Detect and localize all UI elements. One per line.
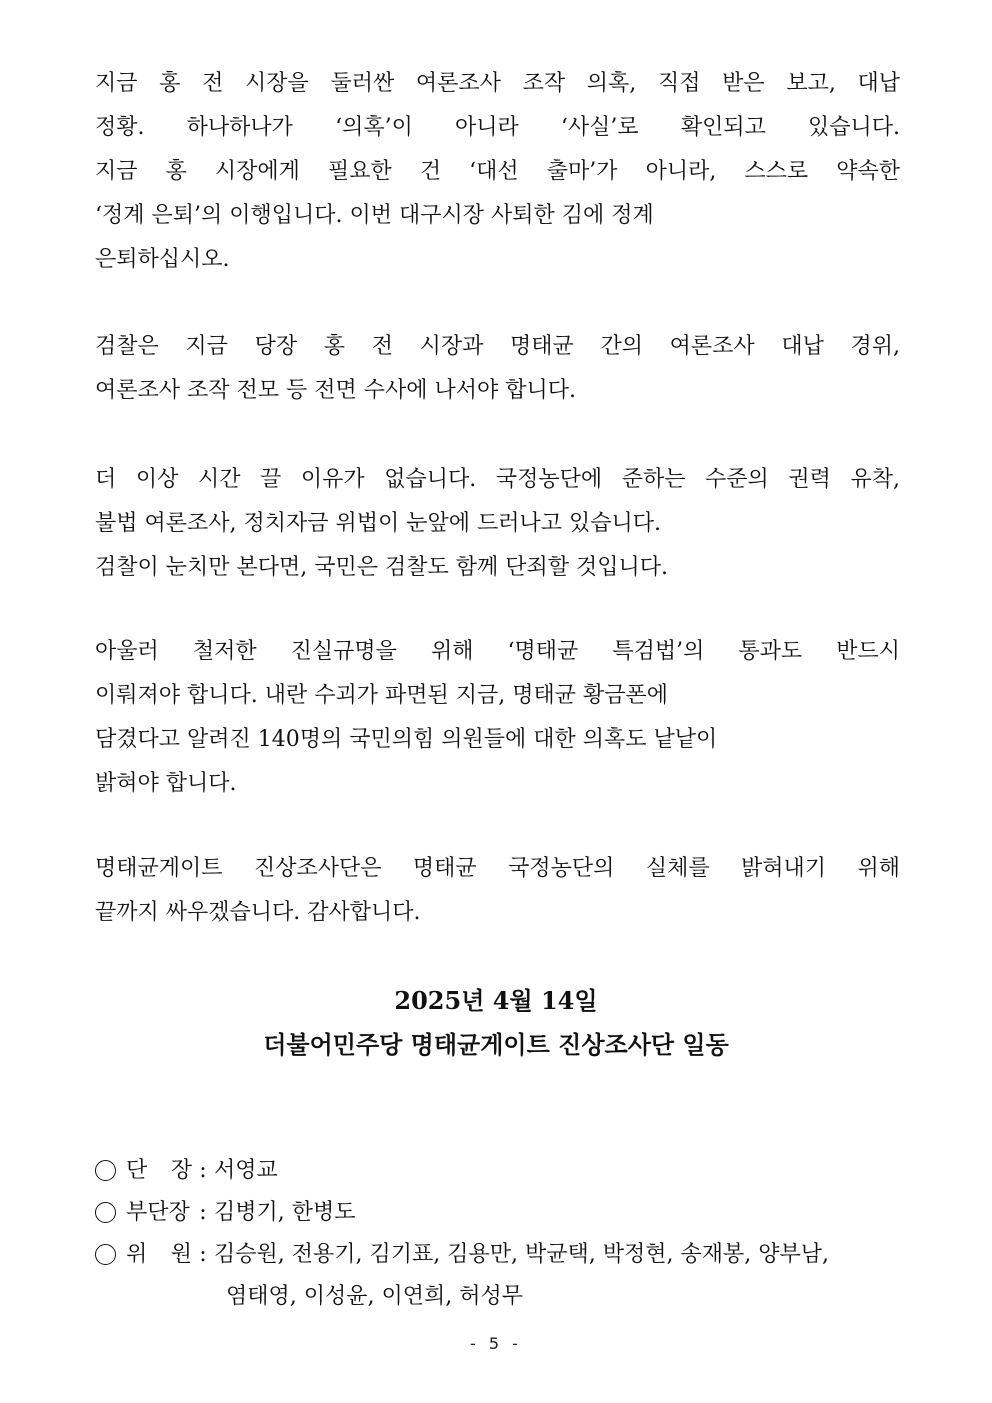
- circle-bullet-icon: [95, 1160, 116, 1181]
- member-row-leader: [95, 1150, 900, 1192]
- paragraph-line: ‘정계 은퇴’의 이행입니다. 이번 대구시장 사퇴한 김에 정계: [95, 203, 654, 228]
- member-names: 김승원, 전용기, 김기표, 김용만, 박균택, 박정현, 송재봉, 양부남,: [214, 1242, 829, 1267]
- paragraph-line: 검찰이 눈치만 본다면, 국민은 검찰도 함께 단죄할 것입니다.: [95, 555, 668, 580]
- paragraph-line: 지금 홍 시장에게 필요한 건 ‘대선 출마’가 아니라, 스스로 약속한: [95, 159, 900, 184]
- paragraph-line: 지금 홍 전 시장을 둘러싼 여론조사 조작 의혹, 직접 받은 보고, 대납: [95, 71, 900, 96]
- member-role: 단 장: [126, 1158, 192, 1183]
- paragraph-line: 이뤄져야 합니다. 내란 수괴가 파면된 지금, 명태균 황금폰에: [95, 683, 668, 708]
- paragraph-prosecution-demand: [95, 325, 900, 413]
- paragraph-line: 더 이상 시간 끌 이유가 없습니다. 국정농단에 준하는 수준의 권력 유착,: [95, 467, 900, 492]
- member-colon: :: [199, 1200, 207, 1225]
- paragraph-line: 밝혀야 합니다.: [95, 771, 237, 796]
- paragraph-line: 정황. 하나하나가 ‘의혹’이 아니라 ‘사실’로 확인되고 있습니다.: [95, 115, 900, 140]
- paragraph-closing: [95, 847, 900, 935]
- member-role: 부단장: [126, 1200, 190, 1225]
- page-number: - 5 -: [470, 1334, 522, 1353]
- member-names: 염태영, 이성윤, 이연희, 허성무: [226, 1284, 523, 1309]
- paragraph-line: 여론조사 조작 전모 등 전면 수사에 나서야 합니다.: [95, 378, 576, 403]
- member-colon: :: [199, 1158, 207, 1183]
- paragraph-line: 검찰은 지금 당장 홍 전 시장과 명태균 간의 여론조사 대납 경위,: [95, 334, 900, 359]
- paragraph-line: 끝까지 싸우겠습니다. 감사합니다.: [95, 900, 421, 925]
- paragraph-line: 불법 여론조사, 정치자금 위법이 눈앞에 드러나고 있습니다.: [95, 511, 661, 536]
- circle-bullet-icon: [95, 1244, 116, 1265]
- member-list: [95, 1150, 900, 1318]
- member-role: 위 원: [126, 1242, 192, 1267]
- circle-bullet-icon: [95, 1202, 116, 1223]
- paragraph-line: 은퇴하십시오.: [95, 247, 230, 272]
- paragraph-no-delay: [95, 458, 900, 590]
- paragraph-line: 명태균게이트 진상조사단은 명태균 국정농단의 실체를 밝혀내기 위해: [95, 856, 900, 881]
- signature-date: 2025년 4월 14일: [394, 986, 598, 1015]
- member-row-committee: [95, 1234, 900, 1276]
- member-colon: :: [199, 1242, 207, 1267]
- member-row-deputy: [95, 1192, 900, 1234]
- member-row-committee-continued: [95, 1276, 900, 1318]
- paragraph-line: 담겼다고 알려진 140명의 국민의힘 의원들에 대한 의혹도 낱낱이: [95, 727, 718, 752]
- signature-organization: 더불어민주당 명태균게이트 진상조사단 일동: [263, 1030, 729, 1059]
- paragraph-special-counsel: [95, 630, 900, 806]
- member-names: 김병기, 한병도: [214, 1200, 356, 1225]
- member-names: 서영교: [214, 1158, 278, 1183]
- paragraph-hong-resignation: [95, 62, 900, 282]
- paragraph-line: 아울러 철저한 진실규명을 위해 ‘명태균 특검법’의 통과도 반드시: [95, 639, 900, 664]
